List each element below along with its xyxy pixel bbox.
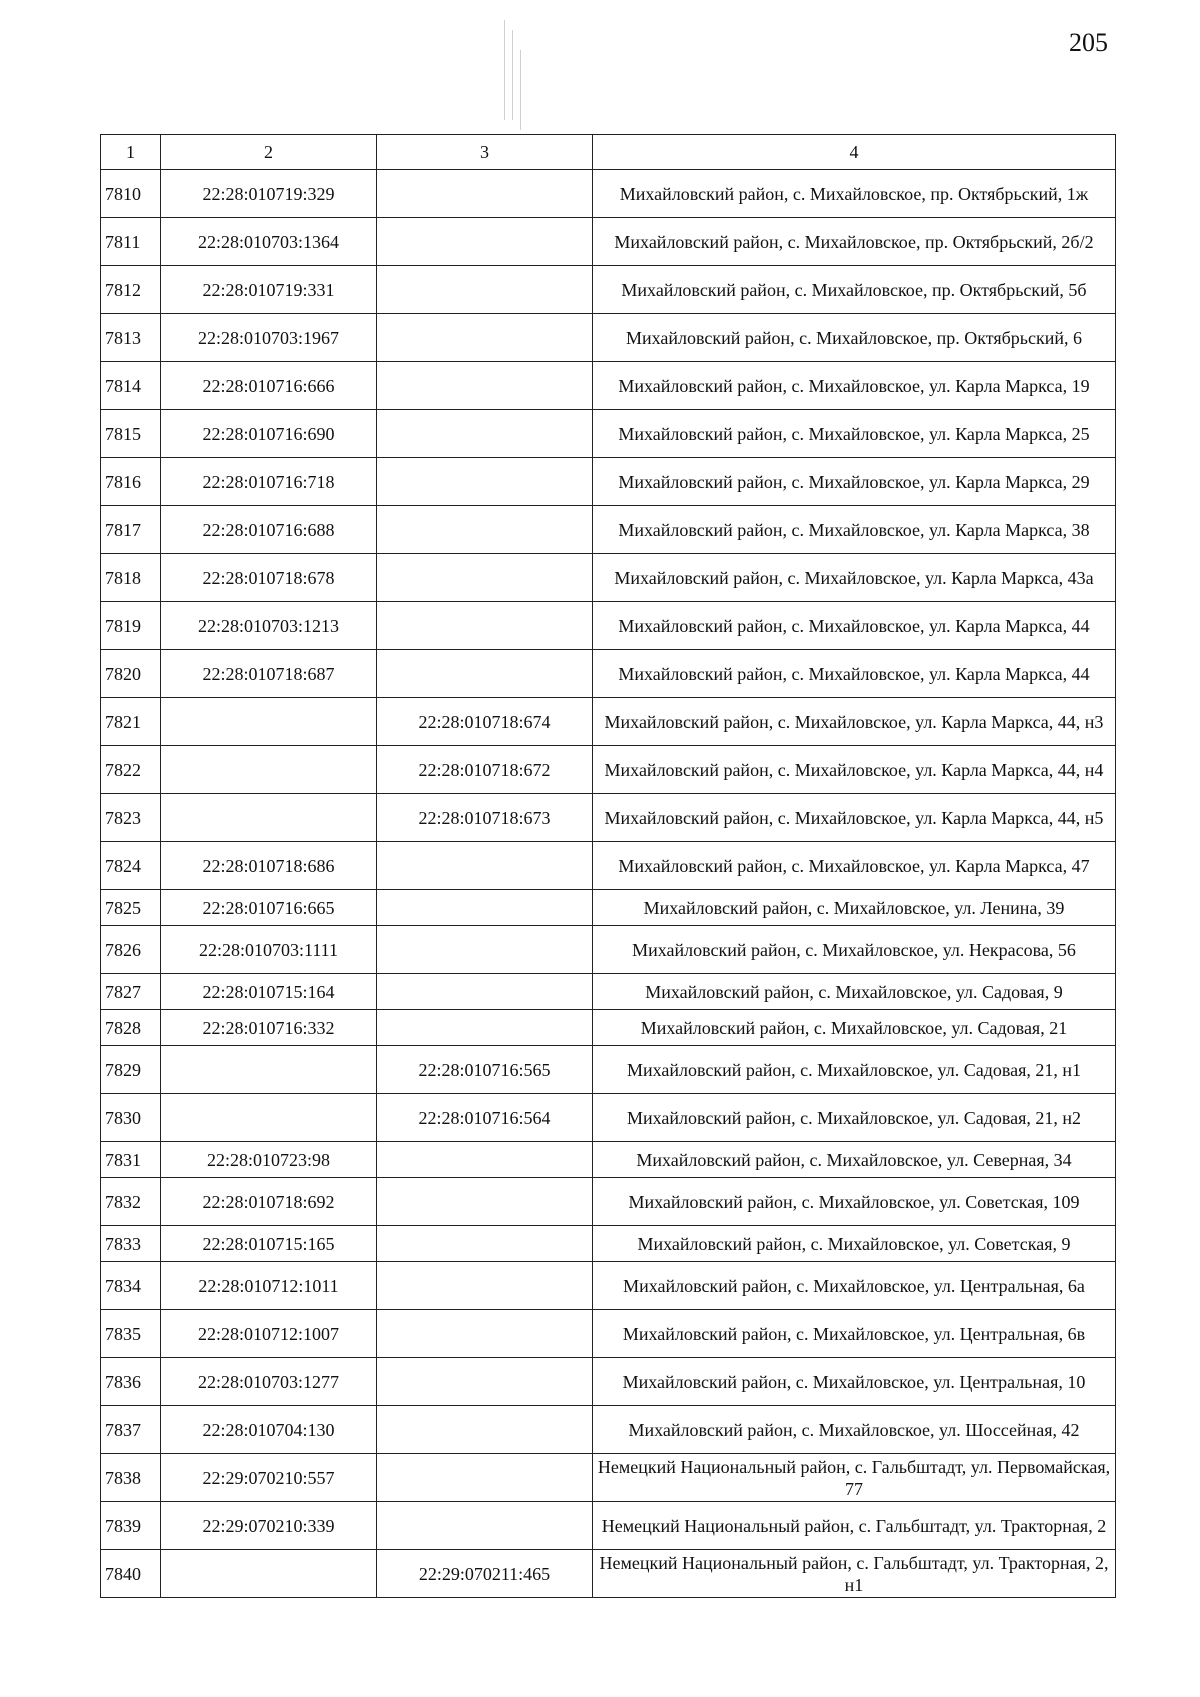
row-number: 7836 — [101, 1358, 161, 1406]
table-row — [101, 314, 1116, 362]
address: Михайловский район, с. Михайловское, пр. Октябрьский, 5б — [593, 266, 1116, 314]
address: Михайловский район, с. Михайловское, пр. Октябрьский, 6 — [593, 314, 1116, 362]
cadastral-number-col3 — [377, 266, 593, 314]
row-number: 7811 — [101, 218, 161, 266]
cadastral-number-col2 — [161, 746, 377, 794]
row-number: 7834 — [101, 1262, 161, 1310]
address: Михайловский район, с. Михайловское, пр. Октябрьский, 1ж — [593, 170, 1116, 218]
cadastral-number-col3 — [377, 890, 593, 926]
cadastral-number-col3 — [377, 218, 593, 266]
cadastral-number-col3 — [377, 1178, 593, 1226]
cadastral-number-col2: 22:28:010718:692 — [161, 1178, 377, 1226]
row-number: 7822 — [101, 746, 161, 794]
table-row — [101, 890, 1116, 926]
row-number: 7838 — [101, 1454, 161, 1502]
row-number: 7810 — [101, 170, 161, 218]
header-col-4: 4 — [593, 135, 1116, 170]
cadastral-number-col3 — [377, 1502, 593, 1550]
cadastral-number-col3 — [377, 1226, 593, 1262]
cadastral-number-col2: 22:28:010703:1111 — [161, 926, 377, 974]
cadastral-number-col3: 22:28:010718:673 — [377, 794, 593, 842]
cadastral-number-col3 — [377, 650, 593, 698]
address: Михайловский район, с. Михайловское, ул. Карла Маркса, 44, н4 — [593, 746, 1116, 794]
address: Михайловский район, с. Михайловское, ул. Садовая, 21, н1 — [593, 1046, 1116, 1094]
row-number: 7826 — [101, 926, 161, 974]
cadastral-number-col2: 22:28:010712:1007 — [161, 1310, 377, 1358]
table-row — [101, 1226, 1116, 1262]
cadastral-number-col3 — [377, 1310, 593, 1358]
cadastral-number-col3 — [377, 362, 593, 410]
cadastral-number-col2 — [161, 1046, 377, 1094]
address: Михайловский район, с. Михайловское, ул. Карла Маркса, 44 — [593, 602, 1116, 650]
cadastral-number-col3 — [377, 170, 593, 218]
address: Михайловский район, с. Михайловское, ул. Карла Маркса, 19 — [593, 362, 1116, 410]
cadastral-number-col3 — [377, 554, 593, 602]
cadastral-number-col3 — [377, 842, 593, 890]
row-number: 7839 — [101, 1502, 161, 1550]
scan-artifact — [498, 20, 538, 130]
address: Михайловский район, с. Михайловское, ул. Садовая, 21, н2 — [593, 1094, 1116, 1142]
row-number: 7821 — [101, 698, 161, 746]
address: Михайловский район, с. Михайловское, ул. Карла Маркса, 29 — [593, 458, 1116, 506]
cadastral-number-col3 — [377, 1454, 593, 1502]
table-row — [101, 746, 1116, 794]
address: Михайловский район, с. Михайловское, ул. Советская, 109 — [593, 1178, 1116, 1226]
row-number: 7829 — [101, 1046, 161, 1094]
table-row — [101, 458, 1116, 506]
registry-table — [100, 134, 1116, 1598]
row-number: 7837 — [101, 1406, 161, 1454]
row-number: 7814 — [101, 362, 161, 410]
table-row — [101, 1010, 1116, 1046]
table-row — [101, 1262, 1116, 1310]
cadastral-number-col2: 22:28:010715:164 — [161, 974, 377, 1010]
row-number: 7812 — [101, 266, 161, 314]
cadastral-number-col3 — [377, 1262, 593, 1310]
table-header-row — [101, 135, 1116, 170]
table-row — [101, 1178, 1116, 1226]
row-number: 7832 — [101, 1178, 161, 1226]
cadastral-number-col2 — [161, 1550, 377, 1598]
cadastral-number-col2: 22:28:010703:1277 — [161, 1358, 377, 1406]
table-row — [101, 698, 1116, 746]
table-row — [101, 974, 1116, 1010]
cadastral-number-col2 — [161, 1094, 377, 1142]
row-number: 7833 — [101, 1226, 161, 1262]
row-number: 7824 — [101, 842, 161, 890]
table-row — [101, 1046, 1116, 1094]
address: Михайловский район, с. Михайловское, ул. Карла Маркса, 44, н5 — [593, 794, 1116, 842]
row-number: 7818 — [101, 554, 161, 602]
cadastral-number-col3: 22:28:010718:672 — [377, 746, 593, 794]
cadastral-number-col2 — [161, 794, 377, 842]
page-number: 205 — [1069, 28, 1108, 57]
cadastral-number-col2: 22:29:070210:557 — [161, 1454, 377, 1502]
table-row — [101, 1094, 1116, 1142]
header-col-1: 1 — [101, 135, 161, 170]
address: Михайловский район, с. Михайловское, ул. Карла Маркса, 44 — [593, 650, 1116, 698]
cadastral-number-col3 — [377, 1142, 593, 1178]
row-number: 7816 — [101, 458, 161, 506]
cadastral-number-col2: 22:28:010718:687 — [161, 650, 377, 698]
row-number: 7831 — [101, 1142, 161, 1178]
table-row — [101, 1550, 1116, 1598]
cadastral-number-col2 — [161, 698, 377, 746]
row-number: 7817 — [101, 506, 161, 554]
cadastral-number-col2: 22:28:010716:718 — [161, 458, 377, 506]
cadastral-number-col2: 22:28:010712:1011 — [161, 1262, 377, 1310]
address: Михайловский район, с. Михайловское, ул. Садовая, 21 — [593, 1010, 1116, 1046]
cadastral-number-col3: 22:28:010716:565 — [377, 1046, 593, 1094]
table-row — [101, 170, 1116, 218]
row-number: 7815 — [101, 410, 161, 458]
table-row — [101, 926, 1116, 974]
row-number: 7820 — [101, 650, 161, 698]
cadastral-number-col2: 22:28:010716:666 — [161, 362, 377, 410]
cadastral-number-col2: 22:28:010716:332 — [161, 1010, 377, 1046]
table-row — [101, 506, 1116, 554]
address: Михайловский район, с. Михайловское, ул. Центральная, 6в — [593, 1310, 1116, 1358]
header-col-3: 3 — [377, 135, 593, 170]
address: Михайловский район, с. Михайловское, ул. Центральная, 6а — [593, 1262, 1116, 1310]
cadastral-number-col3 — [377, 458, 593, 506]
cadastral-number-col3: 22:28:010718:674 — [377, 698, 593, 746]
cadastral-number-col2: 22:28:010703:1213 — [161, 602, 377, 650]
table-row — [101, 1358, 1116, 1406]
table-row — [101, 266, 1116, 314]
cadastral-number-col3 — [377, 1406, 593, 1454]
cadastral-number-col3 — [377, 1358, 593, 1406]
address: Михайловский район, с. Михайловское, ул. Советская, 9 — [593, 1226, 1116, 1262]
cadastral-number-col3 — [377, 506, 593, 554]
cadastral-number-col2: 22:29:070210:339 — [161, 1502, 377, 1550]
cadastral-number-col2: 22:28:010718:678 — [161, 554, 377, 602]
table-row — [101, 1310, 1116, 1358]
table-row — [101, 602, 1116, 650]
cadastral-number-col2: 22:28:010716:688 — [161, 506, 377, 554]
table-body — [101, 170, 1116, 1598]
row-number: 7819 — [101, 602, 161, 650]
cadastral-number-col2: 22:28:010704:130 — [161, 1406, 377, 1454]
address: Михайловский район, с. Михайловское, ул. Карла Маркса, 44, н3 — [593, 698, 1116, 746]
cadastral-number-col2: 22:28:010715:165 — [161, 1226, 377, 1262]
row-number: 7830 — [101, 1094, 161, 1142]
cadastral-number-col2: 22:28:010716:690 — [161, 410, 377, 458]
address: Михайловский район, с. Михайловское, ул. Центральная, 10 — [593, 1358, 1116, 1406]
address: Немецкий Национальный район, с. Гальбштадт, ул. Первомайская, 77 — [593, 1454, 1116, 1502]
row-number: 7828 — [101, 1010, 161, 1046]
address: Михайловский район, с. Михайловское, пр. Октябрьский, 2б/2 — [593, 218, 1116, 266]
address: Михайловский район, с. Михайловское, ул. Северная, 34 — [593, 1142, 1116, 1178]
cadastral-number-col2: 22:28:010703:1364 — [161, 218, 377, 266]
cadastral-number-col3: 22:28:010716:564 — [377, 1094, 593, 1142]
cadastral-number-col3 — [377, 410, 593, 458]
table-row — [101, 1142, 1116, 1178]
table-row — [101, 842, 1116, 890]
address: Михайловский район, с. Михайловское, ул. Карла Маркса, 38 — [593, 506, 1116, 554]
row-number: 7825 — [101, 890, 161, 926]
table-row — [101, 362, 1116, 410]
table-row — [101, 794, 1116, 842]
cadastral-number-col3 — [377, 926, 593, 974]
address: Михайловский район, с. Михайловское, ул. Садовая, 9 — [593, 974, 1116, 1010]
row-number: 7813 — [101, 314, 161, 362]
table-row — [101, 1406, 1116, 1454]
cadastral-number-col3: 22:29:070211:465 — [377, 1550, 593, 1598]
cadastral-number-col2: 22:28:010703:1967 — [161, 314, 377, 362]
address: Михайловский район, с. Михайловское, ул. Шоссейная, 42 — [593, 1406, 1116, 1454]
address: Немецкий Национальный район, с. Гальбштадт, ул. Тракторная, 2, н1 — [593, 1550, 1116, 1598]
cadastral-number-col3 — [377, 314, 593, 362]
address: Немецкий Национальный район, с. Гальбштадт, ул. Тракторная, 2 — [593, 1502, 1116, 1550]
address: Михайловский район, с. Михайловское, ул. Карла Маркса, 47 — [593, 842, 1116, 890]
table-row — [101, 650, 1116, 698]
cadastral-number-col2: 22:28:010719:331 — [161, 266, 377, 314]
address: Михайловский район, с. Михайловское, ул. Ленина, 39 — [593, 890, 1116, 926]
address: Михайловский район, с. Михайловское, ул. Некрасова, 56 — [593, 926, 1116, 974]
cadastral-number-col2: 22:28:010716:665 — [161, 890, 377, 926]
table-row — [101, 554, 1116, 602]
cadastral-number-col2: 22:28:010723:98 — [161, 1142, 377, 1178]
cadastral-number-col3 — [377, 974, 593, 1010]
table-row — [101, 1454, 1116, 1502]
header-col-2: 2 — [161, 135, 377, 170]
table-row — [101, 1502, 1116, 1550]
address: Михайловский район, с. Михайловское, ул. Карла Маркса, 25 — [593, 410, 1116, 458]
cadastral-number-col2: 22:28:010718:686 — [161, 842, 377, 890]
cadastral-number-col3 — [377, 1010, 593, 1046]
table-row — [101, 218, 1116, 266]
row-number: 7827 — [101, 974, 161, 1010]
row-number: 7835 — [101, 1310, 161, 1358]
cadastral-number-col2: 22:28:010719:329 — [161, 170, 377, 218]
row-number: 7823 — [101, 794, 161, 842]
cadastral-number-col3 — [377, 602, 593, 650]
address: Михайловский район, с. Михайловское, ул. Карла Маркса, 43а — [593, 554, 1116, 602]
row-number: 7840 — [101, 1550, 161, 1598]
table-row — [101, 410, 1116, 458]
